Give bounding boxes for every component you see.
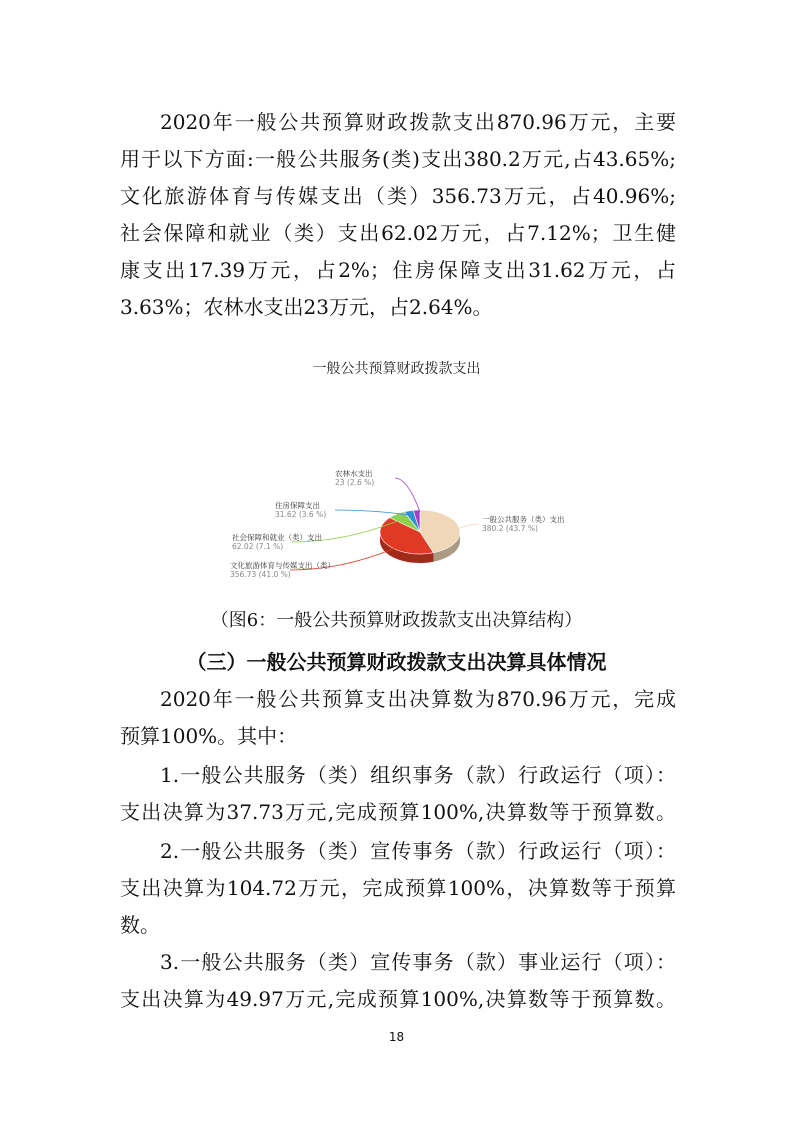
text-line: 康支出17.39万元，占2%；住房保障支出31.62万元，占 (120, 258, 676, 282)
page-number: 18 (388, 1030, 405, 1044)
list-item-1 (120, 757, 676, 831)
text-line: 2020年一般公共预算财政拨款支出870.96万元，主要 (160, 110, 676, 134)
paragraph-expenditure-summary (120, 104, 676, 326)
slice-name-label: 一般公共服务（类）支出 (482, 515, 565, 524)
slice-value-label: 62.02 (7.1 %) (232, 542, 284, 551)
slice-name-label: 住房保障支出 (275, 501, 320, 510)
leader-line (395, 478, 420, 512)
text-line: 社会保障和就业（类）支出62.02万元，占7.12%；卫生健 (120, 221, 676, 245)
text-line: 文化旅游体育与传媒支出（类）356.73万元，占40.96%; (120, 184, 676, 208)
text-line: 预算100%。其中： (120, 724, 298, 748)
text-line: 支出决算为37.73万元,完成预算100%,决算数等于预算数。 (120, 800, 676, 824)
text-line: 3.一般公共服务（类）宣传事务（款）事业运行（项）： (160, 950, 676, 974)
section-heading: （三）一般公共预算财政拨款支出决算具体情况 (186, 650, 607, 674)
text-line: 2020年一般公共预算支出决算数为870.96万元，完成 (160, 687, 676, 711)
text-line: 用于以下方面:一般公共服务(类)支出380.2万元,占43.65%; (120, 147, 676, 171)
text-line: 1.一般公共服务（类）组织事务（款）行政运行（项）： (160, 763, 676, 787)
text-line: 2.一般公共服务（类）宣传事务（款）行政运行（项）： (160, 839, 676, 863)
slice-name-label: 文化旅游体育与传媒支出（类） (230, 561, 335, 570)
chart-title: 一般公共预算财政拨款支出 (312, 361, 481, 377)
slice-name-label: 社会保障和就业（类）支出 (232, 533, 322, 542)
text-line: 支出决算为104.72万元，完成预算100%，决算数等于预算 (120, 876, 676, 900)
pie-chart (220, 470, 610, 590)
text-line: 3.63%；农林水支出23万元，占2.64%。 (120, 295, 493, 319)
figure-caption: （图6：一般公共预算财政拨款支出决算结构） (210, 610, 583, 631)
text-line: 支出决算为49.97万元,完成预算100%,决算数等于预算数。 (120, 987, 676, 1011)
slice-value-label: 23 (2.6 %) (335, 478, 375, 487)
leader-line (460, 524, 479, 528)
text-line: 数。 (120, 913, 160, 937)
list-item-3 (120, 944, 676, 1018)
paragraph-budget-total (120, 681, 676, 755)
slice-value-label: 380.2 (43.7 %) (482, 524, 538, 533)
slice-value-label: 31.62 (3.6 %) (275, 510, 327, 519)
slice-value-label: 356.73 (41.0 %) (230, 570, 291, 579)
list-item-2 (120, 833, 676, 944)
slice-name-label: 农林水支出 (335, 470, 373, 478)
